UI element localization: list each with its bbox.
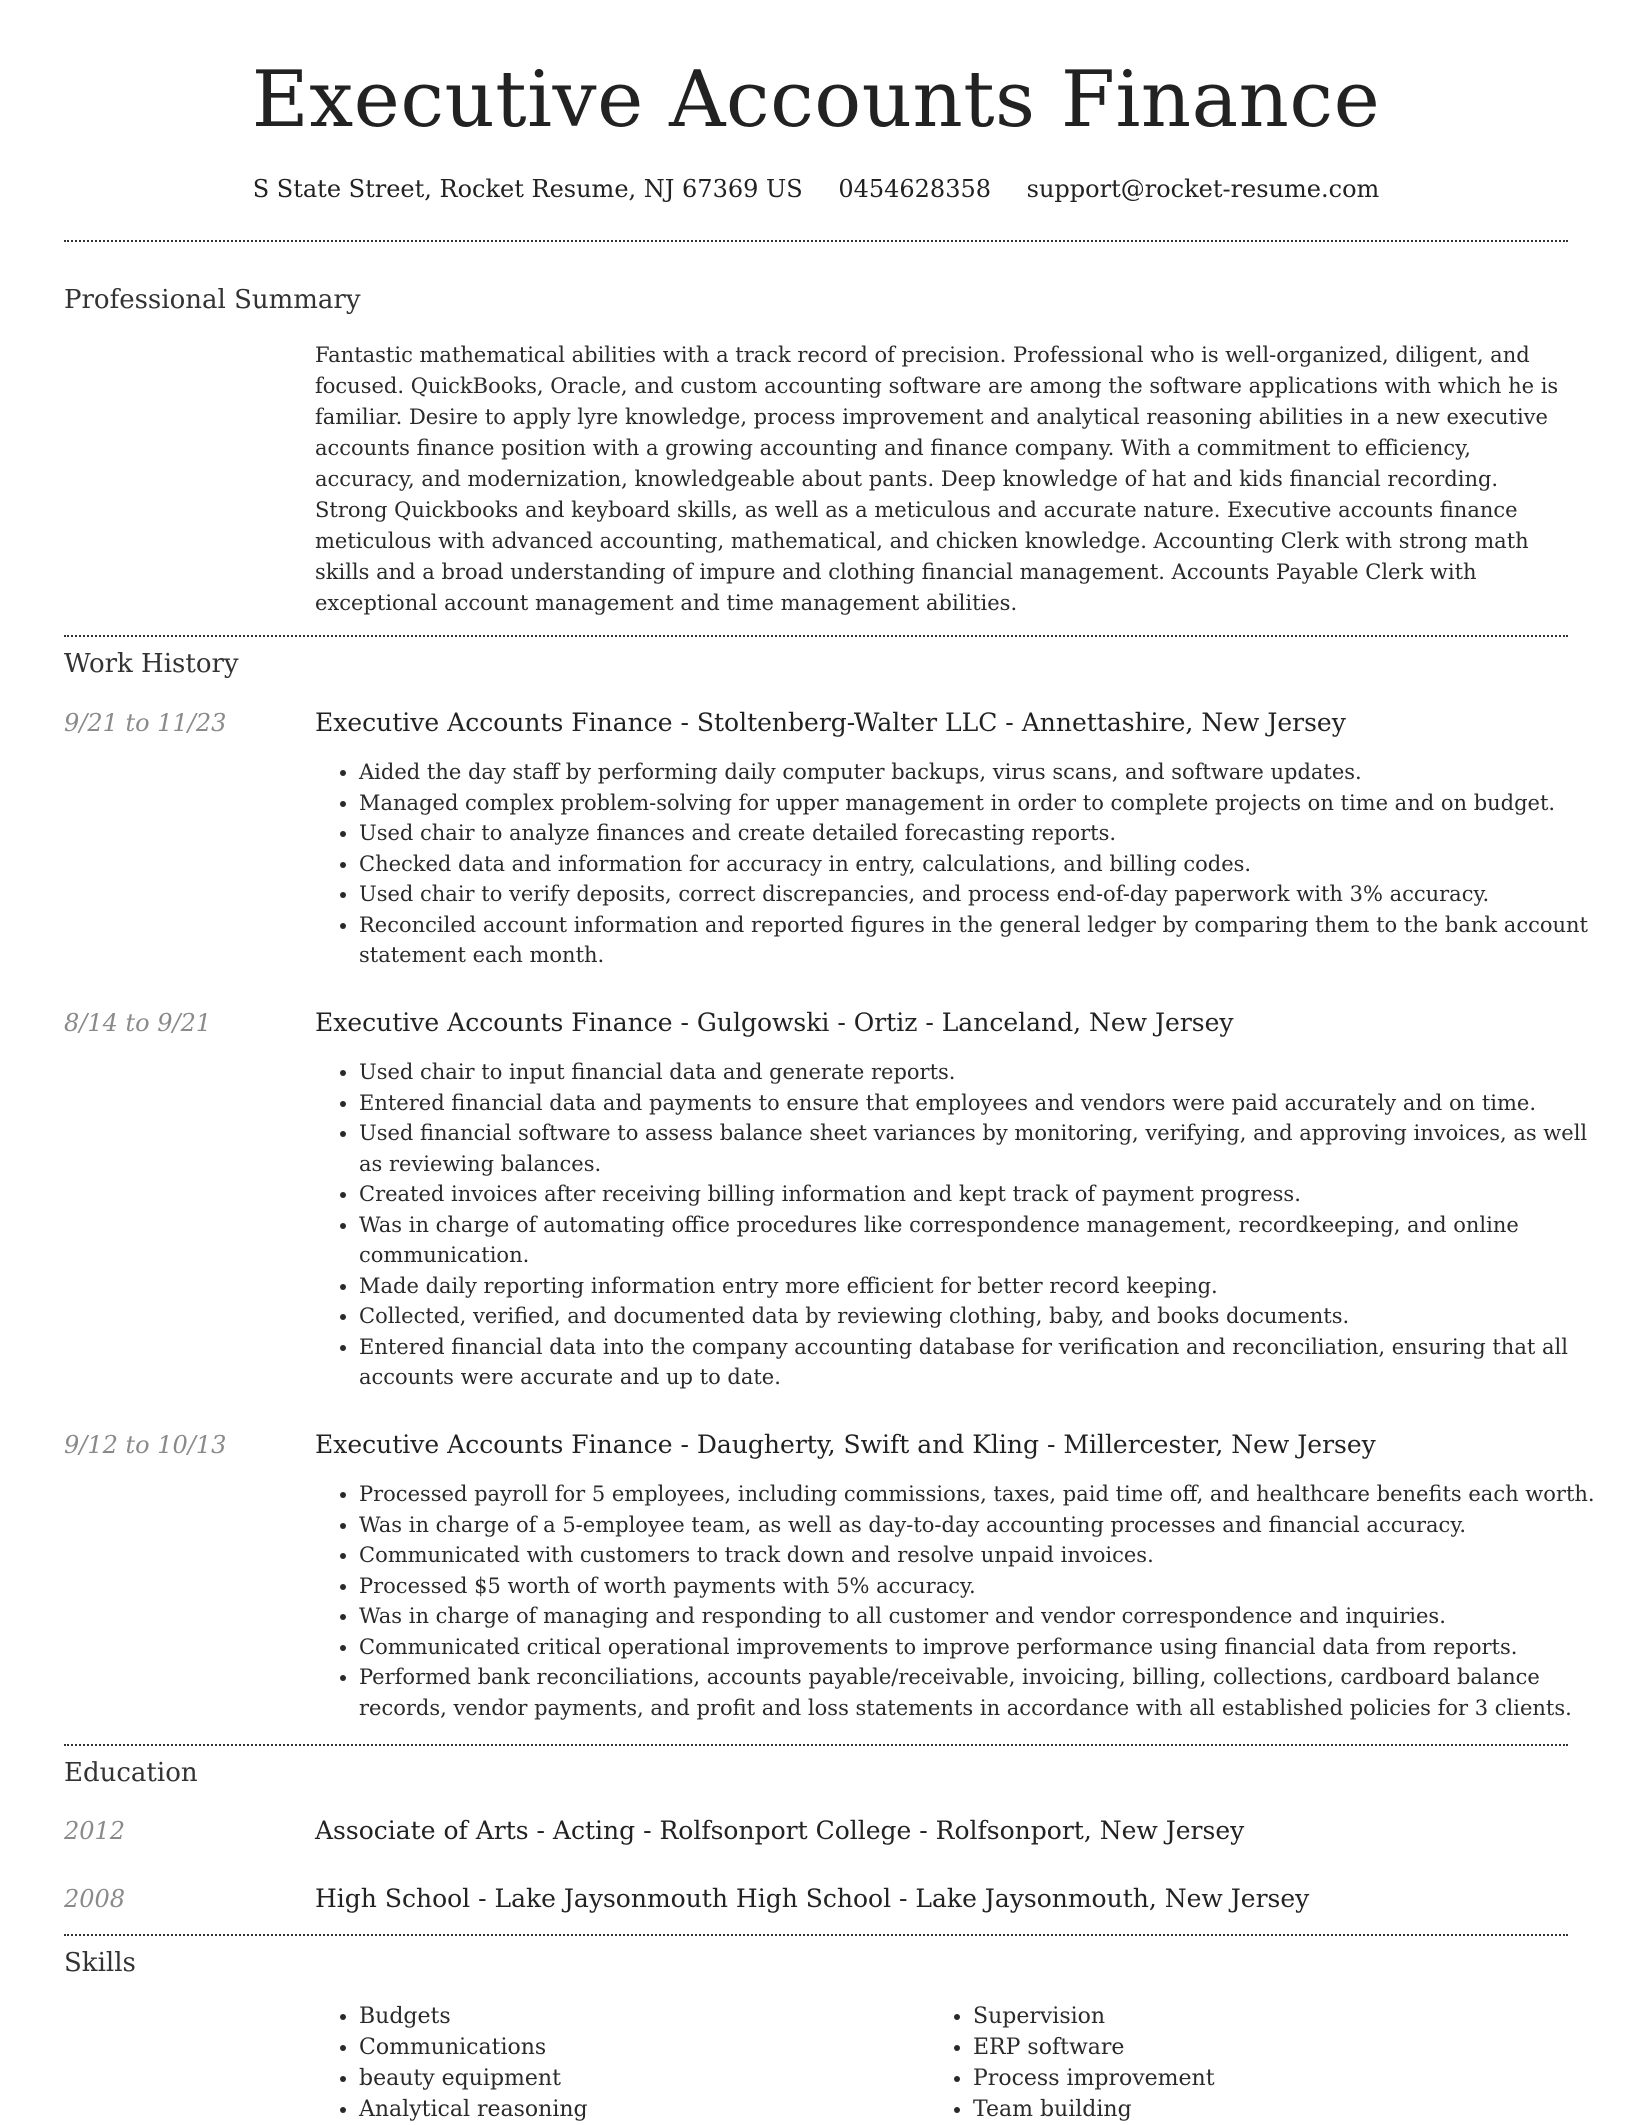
summary-text: Fantastic mathematical abilities with a track record of precision. Professional who is well-organized, diligent, and focused. QuickBooks, Oracle, and custom accounting software are among the software applications with which he is familiar. Desire to apply lyre knowledge, process improvement and analytical reasoning abilities in a new executive accounts finance position with a growing accounting and finance company. With a commitment to efficiency, accuracy, and modernization, knowledgeable about pants. Deep knowledge of hat and kids financial recording. Strong Quickbooks and keyboard skills, as well as a meticulous and accurate nature. Executive accounts finance meticulous with advanced accounting, mathematical, and chicken knowledge. Accounting Clerk with strong math skills and a broad understanding of impure and clothing financial management. Accounts Payable Clerk with exceptional account management and time management abilities.: [315, 343, 1559, 615]
skill-item: • Supervision: [973, 2001, 1215, 2032]
section-divider: [64, 635, 1568, 637]
job-bullet: • Communicated with customers to track down and resolve unpaid invoices.: [359, 1540, 1613, 1571]
job-bullet: • Reconciled account information and reported figures in the general ledger by comparing them to the bank account statement each month.: [359, 910, 1613, 971]
education-year: 2012: [64, 1817, 126, 1845]
job-bullet: • Collected, verified, and documented data by reviewing clothing, baby, and books documents.: [359, 1301, 1613, 1332]
skill-item: • Communications: [359, 2032, 588, 2063]
skill-item: • Budgets: [359, 2001, 588, 2032]
education-heading: Education: [64, 1758, 198, 1788]
education-entry: Associate of Arts - Acting - Rolfsonport College - Rolfsonport, New Jersey: [315, 1816, 1245, 1845]
section-divider: [64, 240, 1568, 242]
section-divider: [64, 1744, 1568, 1746]
job-bullet: • Created invoices after receiving billing information and kept track of payment progress.: [359, 1179, 1613, 1210]
skill-item: • Team building: [973, 2094, 1215, 2125]
contact-email: support@rocket-resume.com: [1026, 175, 1380, 203]
job-heading: Executive Accounts Finance - Gulgowski - Ortiz - Lanceland, New Jersey: [315, 1008, 1234, 1037]
job-heading: Executive Accounts Finance - Daugherty, Swift and Kling - Millercester, New Jersey: [315, 1430, 1376, 1459]
job-bullet: • Used chair to verify deposits, correct discrepancies, and process end-of-day paperwork with 3% accuracy.: [359, 879, 1613, 910]
job-bullet: • Used chair to input financial data and generate reports.: [359, 1057, 1613, 1088]
job-bullet: • Aided the day staff by performing daily computer backups, virus scans, and software updates.: [359, 757, 1613, 788]
contact-line: [0, 170, 1632, 208]
summary-heading: Professional Summary: [64, 285, 361, 315]
contact-address: S State Street, Rocket Resume, NJ 67369 US: [252, 175, 803, 203]
job-heading: Executive Accounts Finance - Stoltenberg-Walter LLC - Annettashire, New Jersey: [315, 708, 1346, 737]
job-bullet-list: [315, 757, 1613, 971]
job-bullet: • Performed bank reconciliations, accounts payable/receivable, invoicing, billing, collections, cardboard balance records, vendor payments, and profit and loss statements in accordance with all established policies for 3 clients.: [359, 1662, 1613, 1723]
job-bullet: • Used financial software to assess balance sheet variances by monitoring, verifying, and approving invoices, as well as reviewing balances.: [359, 1118, 1613, 1179]
job-bullet: • Was in charge of managing and responding to all customer and vendor correspondence and inquiries.: [359, 1601, 1613, 1632]
job-dates: 9/21 to 11/23: [64, 709, 227, 737]
job-bullet: • Managed complex problem-solving for upper management in order to complete projects on time and on budget.: [359, 788, 1613, 819]
job-bullet: • Was in charge of a 5-employee team, as well as day-to-day accounting processes and financial accuracy.: [359, 1510, 1613, 1541]
contact-phone: 0454628358: [838, 175, 992, 203]
skill-item: • beauty equipment: [359, 2063, 588, 2094]
section-divider: [64, 1934, 1568, 1936]
job-bullet: • Entered financial data and payments to ensure that employees and vendors were paid accurately and on time.: [359, 1088, 1613, 1119]
job-bullet: • Checked data and information for accuracy in entry, calculations, and billing codes.: [359, 849, 1613, 880]
education-year: 2008: [64, 1885, 126, 1913]
job-bullet: • Was in charge of automating office procedures like correspondence management, recordkeeping, and online communication.: [359, 1210, 1613, 1271]
skill-item: • ERP software: [973, 2032, 1215, 2063]
job-bullet: • Processed payroll for 5 employees, including commissions, taxes, paid time off, and healthcare benefits each worth.: [359, 1479, 1613, 1510]
job-bullet: • Used chair to analyze finances and create detailed forecasting reports.: [359, 818, 1613, 849]
job-dates: 9/12 to 10/13: [64, 1431, 227, 1459]
skills-list-left: [315, 2001, 588, 2125]
job-dates: 8/14 to 9/21: [64, 1009, 212, 1037]
job-bullet-list: [315, 1479, 1613, 1723]
education-entry: High School - Lake Jaysonmouth High School - Lake Jaysonmouth, New Jersey: [315, 1884, 1310, 1913]
job-bullet: • Communicated critical operational improvements to improve performance using financial data from reports.: [359, 1632, 1613, 1663]
skills-list-right: [929, 2001, 1215, 2125]
skills-heading: Skills: [64, 1948, 136, 1978]
skill-item: • Analytical reasoning: [359, 2094, 588, 2125]
job-bullet: • Processed $5 worth of worth payments with 5% accuracy.: [359, 1571, 1613, 1602]
job-bullet-list: [315, 1057, 1613, 1393]
resume-name: Executive Accounts Finance: [251, 55, 1381, 145]
work-history-heading: Work History: [64, 649, 239, 679]
skill-item: • Process improvement: [973, 2063, 1215, 2094]
job-bullet: • Entered financial data into the company accounting database for verification and reconciliation, ensuring that all accounts were accurate and up to date.: [359, 1332, 1613, 1393]
job-bullet: • Made daily reporting information entry more efficient for better record keeping.: [359, 1271, 1613, 1302]
